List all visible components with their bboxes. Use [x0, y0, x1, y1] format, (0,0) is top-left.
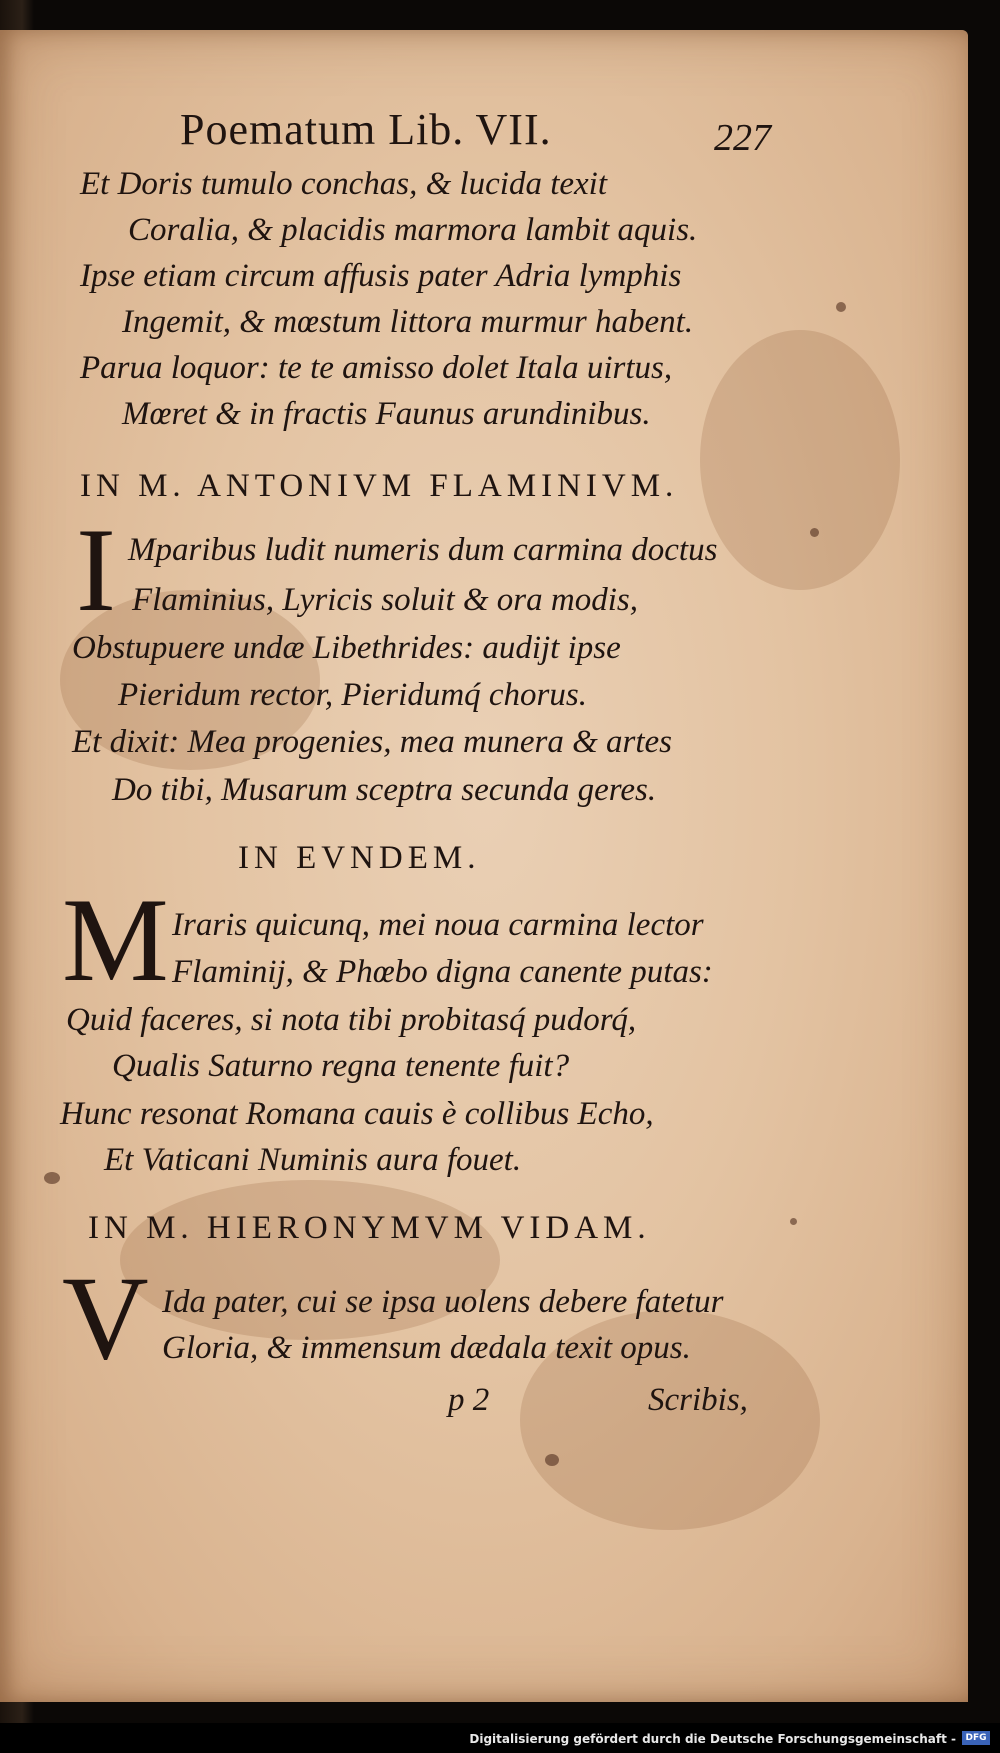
verse-line: Et dixit: Mea progenies, mea munera & artes: [72, 724, 672, 760]
verse-line: Ida pater, cui se ipsa uolens debere fatetur: [162, 1284, 724, 1320]
verse-line: Et Vaticani Numinis aura fouet.: [104, 1142, 522, 1178]
dfg-logo: DFG: [962, 1731, 990, 1745]
verse-line: Gloria, & immensum dædala texit opus.: [162, 1330, 691, 1366]
verse-line: Ipse etiam circum affusis pater Adria lymphis: [80, 258, 682, 294]
verse-line: Do tibi, Musarum sceptra secunda geres.: [112, 772, 657, 808]
verse-line: Obstupuere undæ Libethrides: audijt ipse: [72, 630, 621, 666]
verse-line: Mparibus ludit numeris dum carmina doctus: [128, 532, 718, 568]
verse-line: Mœret & in fractis Faunus arundinibus.: [122, 396, 651, 432]
verse-line: Flaminius, Lyricis soluit & ora modis,: [132, 582, 638, 618]
poem-heading: IN M. ANTONIVM FLAMINIVM.: [80, 468, 679, 504]
drop-cap: M: [62, 873, 169, 1006]
verse-line: Qualis Saturno regna tenente fuit?: [112, 1048, 570, 1084]
verse-line: Iraris quicunq, mei noua carmina lector: [172, 907, 704, 943]
page-header-title: Poematum Lib. VII.: [180, 105, 552, 154]
verse-line: Parua loquor: te te amisso dolet Itala uirtus,: [80, 350, 673, 386]
verse-line: Ingemit, & mœstum littora murmur habent.: [122, 304, 694, 340]
funding-credit: Digitalisierung gefördert durch die Deutsche Forschungsgemeinschaft -: [469, 1732, 956, 1746]
drop-cap: V: [62, 1251, 149, 1384]
verse-line: Et Doris tumulo conchas, & lucida texit: [80, 166, 608, 202]
verse-line: Quid faceres, si nota tibi probitasq́ pudorq́,: [66, 1002, 637, 1038]
verse-line: Coralia, & placidis marmora lambit aquis.: [128, 212, 698, 248]
poem-heading: IN M. HIERONYMVM VIDAM.: [88, 1210, 651, 1246]
verse-line: Pieridum rector, Pieridumq́ chorus.: [118, 677, 587, 713]
drop-cap: I: [76, 503, 116, 636]
signature-mark: p 2: [448, 1382, 490, 1418]
poem-heading: IN EVNDEM.: [238, 840, 481, 876]
verse-line: Flaminij, & Phœbo digna canente putas:: [172, 954, 713, 990]
verse-line: Hunc resonat Romana cauis è collibus Echo,: [60, 1096, 654, 1132]
catchword: Scribis,: [648, 1382, 748, 1418]
page-number: 227: [714, 117, 771, 159]
